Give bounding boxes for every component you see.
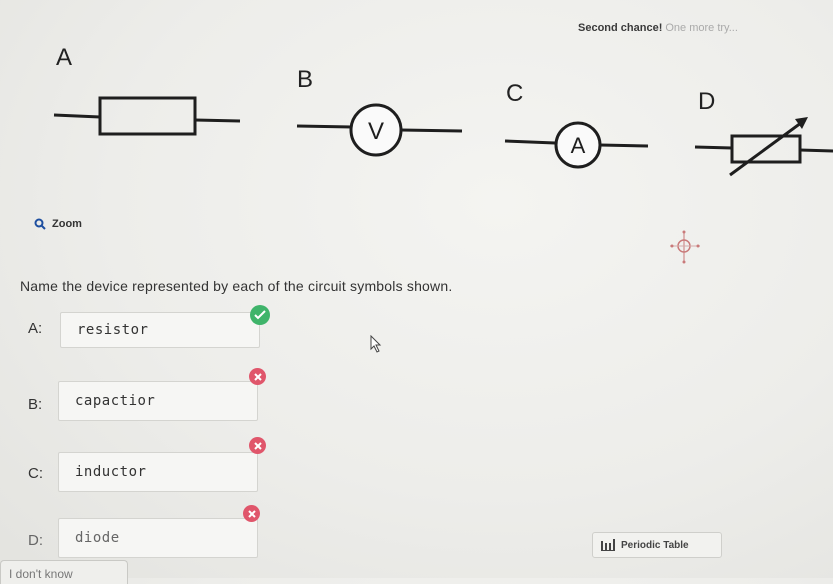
answer-input-c[interactable]: inductor — [58, 452, 258, 492]
periodic-table-label: Periodic Table — [621, 539, 689, 551]
dont-know-button[interactable]: I don't know — [0, 560, 128, 584]
symbol-letter-c: C — [506, 80, 524, 107]
pan-move-icon[interactable] — [668, 228, 704, 268]
answer-label-d: D: — [28, 532, 43, 549]
resistor-symbol — [54, 98, 240, 134]
voltmeter-symbol — [297, 105, 462, 155]
circuit-symbols-diagram — [0, 0, 833, 200]
incorrect-cross-icon — [243, 505, 260, 522]
answer-label-a: A: — [28, 320, 43, 337]
magnifier-icon — [34, 218, 46, 230]
banner-strong-text: Second chance! — [578, 22, 663, 34]
answer-input-b[interactable]: capactior — [58, 381, 258, 421]
zoom-label: Zoom — [52, 218, 82, 230]
incorrect-cross-icon — [249, 437, 266, 454]
periodic-table-icon — [601, 539, 615, 551]
banner-faint-text: One more try... — [665, 22, 738, 34]
ammeter-symbol — [505, 123, 648, 167]
answer-label-b: B: — [28, 396, 43, 413]
symbol-letter-a: A — [56, 44, 73, 71]
mouse-cursor-icon — [370, 335, 382, 353]
zoom-button[interactable] — [34, 218, 82, 230]
symbol-letter-d: D — [698, 88, 716, 115]
answer-input-a[interactable]: resistor — [60, 312, 260, 348]
question-text: Name the device represented by each of the circuit symbols shown. — [20, 278, 453, 294]
ammeter-glyph: A — [570, 133, 586, 158]
symbol-letter-b: B — [297, 66, 314, 93]
answer-input-d[interactable]: diode — [58, 518, 258, 558]
answer-label-c: C: — [28, 465, 43, 482]
periodic-table-button[interactable] — [592, 532, 722, 558]
variable-resistor-symbol — [695, 117, 833, 175]
correct-check-icon — [250, 305, 270, 325]
incorrect-cross-icon — [249, 368, 266, 385]
voltmeter-glyph: V — [367, 118, 385, 145]
